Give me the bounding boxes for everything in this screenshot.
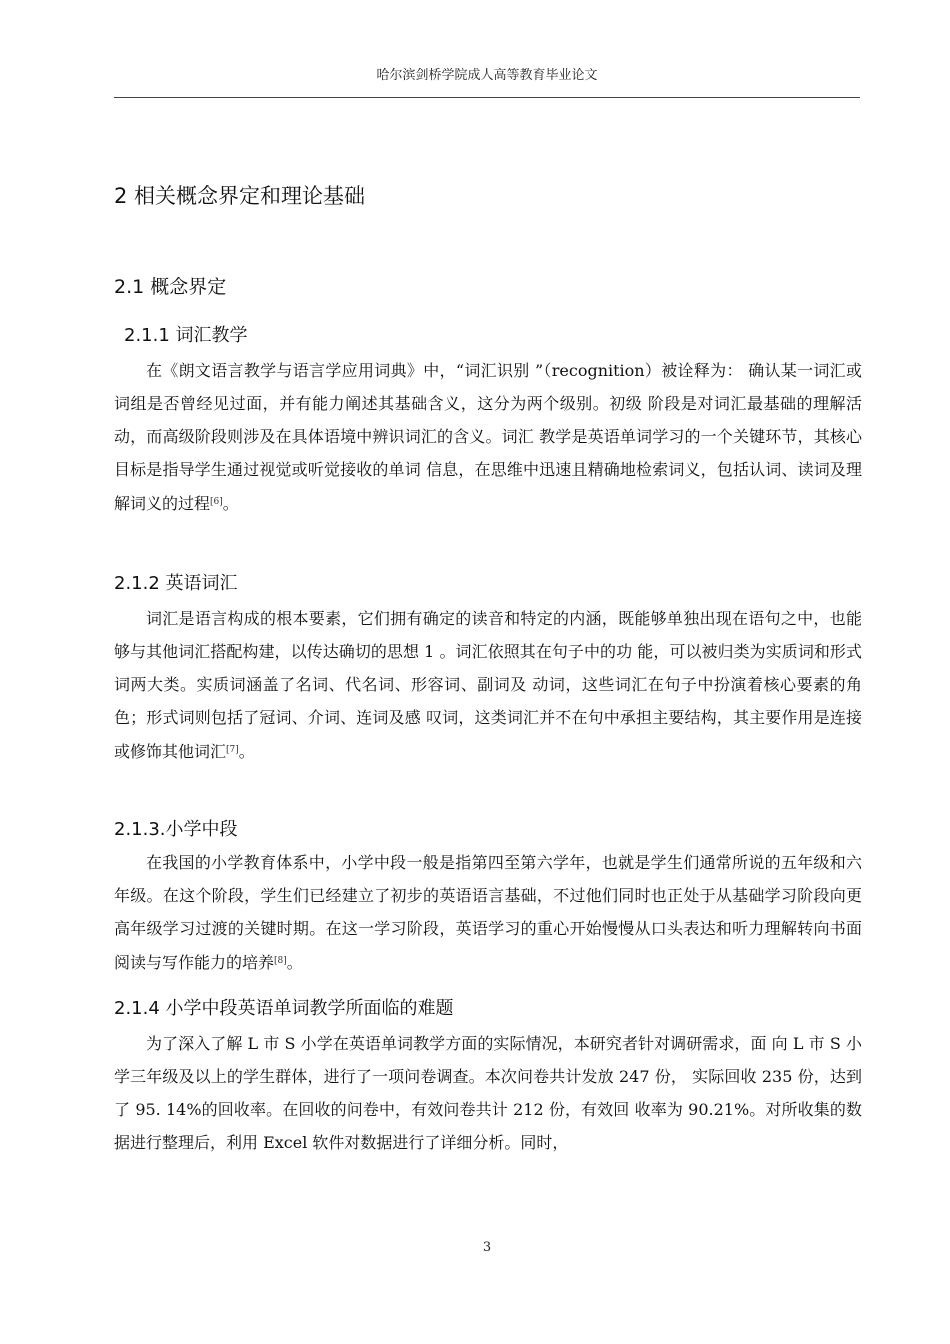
paragraph-end: 。 [286, 953, 303, 972]
paragraph-2-1-4: 为了深入了解 L 市 S 小学在英语单词教学方面的实际情况，本研究者针对调研需求，面 向 L 市 S 小学三年级及以上的学生群体，进行了一项问卷调查。本次问卷共计发放 247 份， 实际回收 235 份，达到了 95. 14%的回收率。在回收的问卷中，有效问卷共计 212 份，有效回 收率为 90.21%。对所收集的数据进行整理后，利用 Excel 软件对数据进行了详细分析。同时， [114, 1034, 862, 1152]
paragraph-2-1-2 [114, 602, 862, 768]
paragraph-text: 在《朗文语言教学与语言学应用词典》中，“词汇识别 ”（recognition）被诠释为： 确认某一词汇或词组是否曾经见过面，并有能力阐述其基础含义，这分为两个级别。初级 阶段是对词汇最基础的理解活动，而高级阶段则涉及在具体语境中辨识词汇的含义。词汇 教学是英语单词学习的一个关键环节，其核心目标是指导学生通过视觉或听觉接收的单词 信息，在思维中迅速且精确地检索词义，包括认词、读词及理解词义的过程 [114, 361, 862, 513]
subsection-title-2-1-1: 2.1.1 词汇教学 [124, 325, 248, 346]
citation: [8] [274, 956, 287, 966]
paragraph-2-1-3 [114, 846, 862, 979]
subsection-title-2-1-2: 2.1.2 英语词汇 [114, 573, 238, 594]
paragraph-text: 在我国的小学教育体系中，小学中段一般是指第四至第六学年，也就是学生们通常所说的五年级和六年级。在这个阶段，学生们已经建立了初步的英语语言基础，不过他们同时也正处于从基础学习阶段向更高年级学习过渡的关键时期。在这一学习阶段，英语学习的重心开始慢慢从口头表达和听力理解转向书面阅读与写作能力的培养 [114, 853, 862, 972]
paragraph-2-1-1 [114, 354, 862, 520]
page-number: 3 [482, 1240, 492, 1255]
chapter-title: 2 相关概念界定和理论基础 [114, 184, 366, 208]
paragraph-end: 。 [238, 742, 255, 761]
citation: [7] [226, 745, 239, 755]
page-header: 哈尔滨剑桥学院成人高等教育毕业论文 [376, 68, 598, 83]
citation: [6] [210, 497, 223, 507]
subsection-title-2-1-3: 2.1.3.小学中段 [114, 819, 238, 840]
section-title-2-1: 2.1 概念界定 [114, 276, 227, 298]
header-rule [114, 97, 860, 98]
paragraph-text: 词汇是语言构成的根本要素，它们拥有确定的读音和特定的内涵，既能够单独出现在语句之中，也能够与其他词汇搭配构建，以传达确切的思想 1 。词汇依照其在句子中的功 能，可以被归类为实质词和形式词两大类。实质词涵盖了名词、代名词、形容词、副词及 动词，这些词汇在句子中扮演着核心要素的角色；形式词则包括了冠词、介词、连词及感 叹词，这类词汇并不在句中承担主要结构，其主要作用是连接或修饰其他词汇 [114, 609, 862, 761]
subsection-title-2-1-4: 2.1.4 小学中段英语单词教学所面临的难题 [114, 998, 454, 1019]
paragraph-end: 。 [222, 494, 239, 513]
